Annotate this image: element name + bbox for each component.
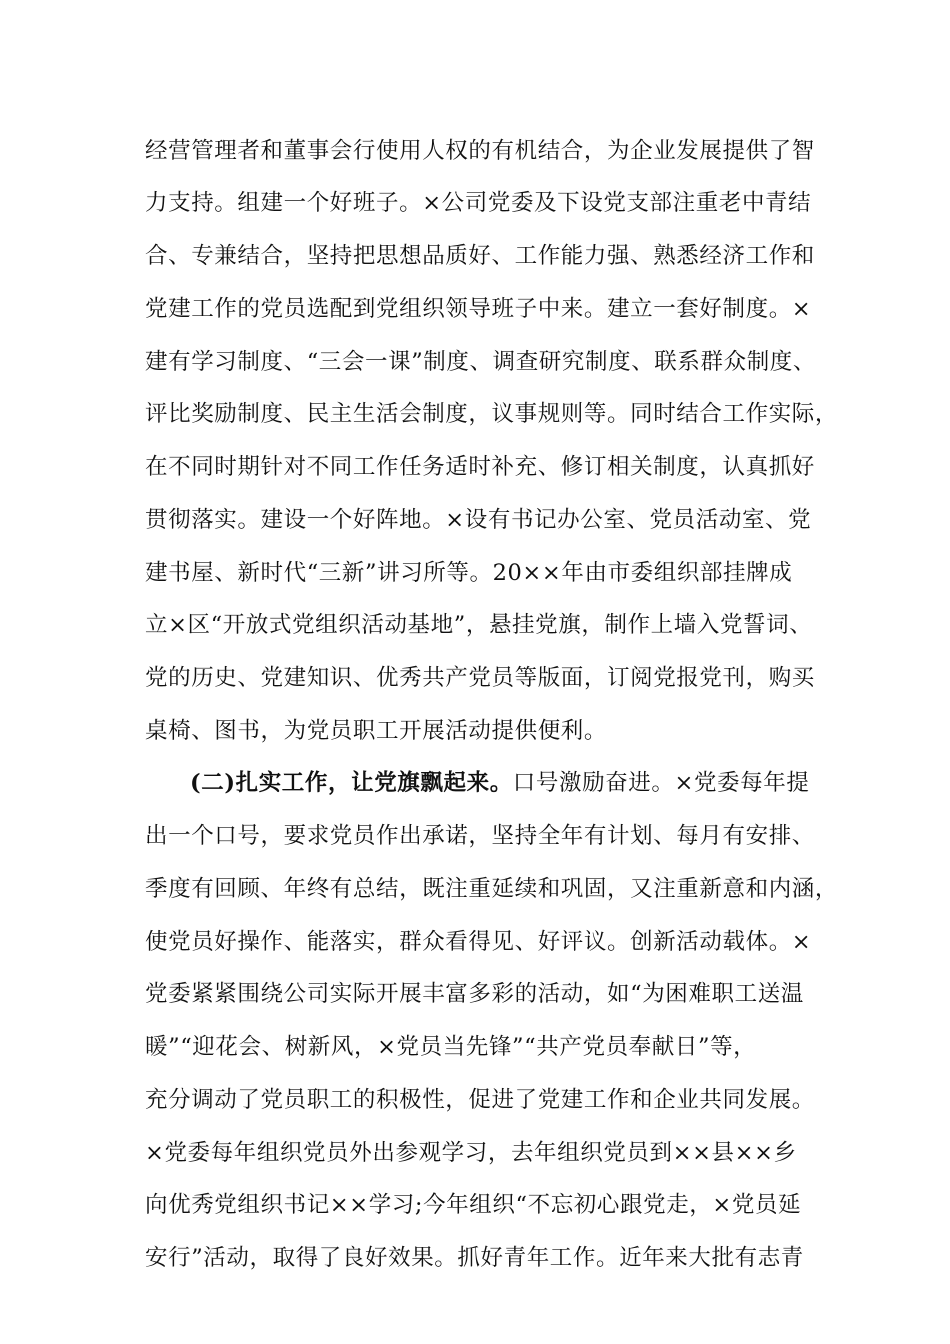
paragraph-line: 季度有回顾、年终有总结，既注重延续和巩固，又注重新意和内涵， bbox=[145, 876, 839, 902]
paragraph-line: ×党委每年组织党员外出参观学习，去年组织党员到××县××乡 bbox=[145, 1140, 797, 1166]
paragraph-line: 党建工作的党员选配到党组织领导班子中来。建立一套好制度。× bbox=[145, 296, 812, 322]
paragraph-line: 贯彻落实。建设一个好阵地。×设有书记办公室、党员活动室、党 bbox=[145, 507, 812, 533]
paragraph-line: 向优秀党组织书记××学习;今年组织“不忘初心跟党走，×党员延 bbox=[145, 1192, 802, 1218]
paragraph-line: 党的历史、党建知识、优秀共产党员等版面，订阅党报党刊，购买 bbox=[145, 665, 815, 691]
paragraph-first-line bbox=[190, 763, 809, 803]
section-heading: (二)扎实工作，让党旗飘起来。 bbox=[190, 770, 513, 796]
paragraph-line: 建书屋、新时代“三新”讲习所等。20××年由市委组织部挂牌成 bbox=[145, 560, 793, 586]
paragraph-line: 在不同时期针对不同工作任务适时补充、修订相关制度，认真抓好 bbox=[145, 454, 815, 480]
paragraph-line: 建有学习制度、“三会一课”制度、调查研究制度、联系群众制度、 bbox=[145, 349, 817, 375]
paragraph-line: 使党员好操作、能落实，群众看得见、好评议。创新活动载体。× bbox=[145, 929, 812, 955]
paragraph-line: 党委紧紧围绕公司实际开展丰富多彩的活动，如“为困难职工送温 bbox=[145, 981, 804, 1007]
paragraph-line: 经营管理者和董事会行使用人权的有机结合，为企业发展提供了智 bbox=[145, 138, 815, 164]
paragraph-line: 合、专兼结合，坚持把思想品质好、工作能力强、熟悉经济工作和 bbox=[145, 243, 815, 269]
paragraph-line: 立×区“开放式党组织活动基地”，悬挂党旗，制作上墙入党誓词、 bbox=[145, 612, 813, 638]
paragraph-line: 暖”“迎花会、树新风，×党员当先锋”“共产党员奉献日”等， bbox=[145, 1034, 757, 1060]
paragraph-line: 力支持。组建一个好班子。×公司党委及下设党支部注重老中青结 bbox=[145, 190, 812, 216]
paragraph-line: 充分调动了党员职工的积极性，促进了党建工作和企业共同发展。 bbox=[145, 1087, 815, 1113]
paragraph-line: 出一个口号，要求党员作出承诺，坚持全年有计划、每月有安排、 bbox=[145, 823, 815, 849]
paragraph-text: 口号激励奋进。×党委每年提 bbox=[512, 770, 810, 796]
paragraph-line: 评比奖励制度、民主生活会制度，议事规则等。同时结合工作实际， bbox=[145, 401, 839, 427]
paragraph-line: 桌椅、图书，为党员职工开展活动提供便利。 bbox=[145, 718, 608, 744]
paragraph-line: 安行”活动，取得了良好效果。抓好青年工作。近年来大批有志青 bbox=[145, 1245, 804, 1271]
